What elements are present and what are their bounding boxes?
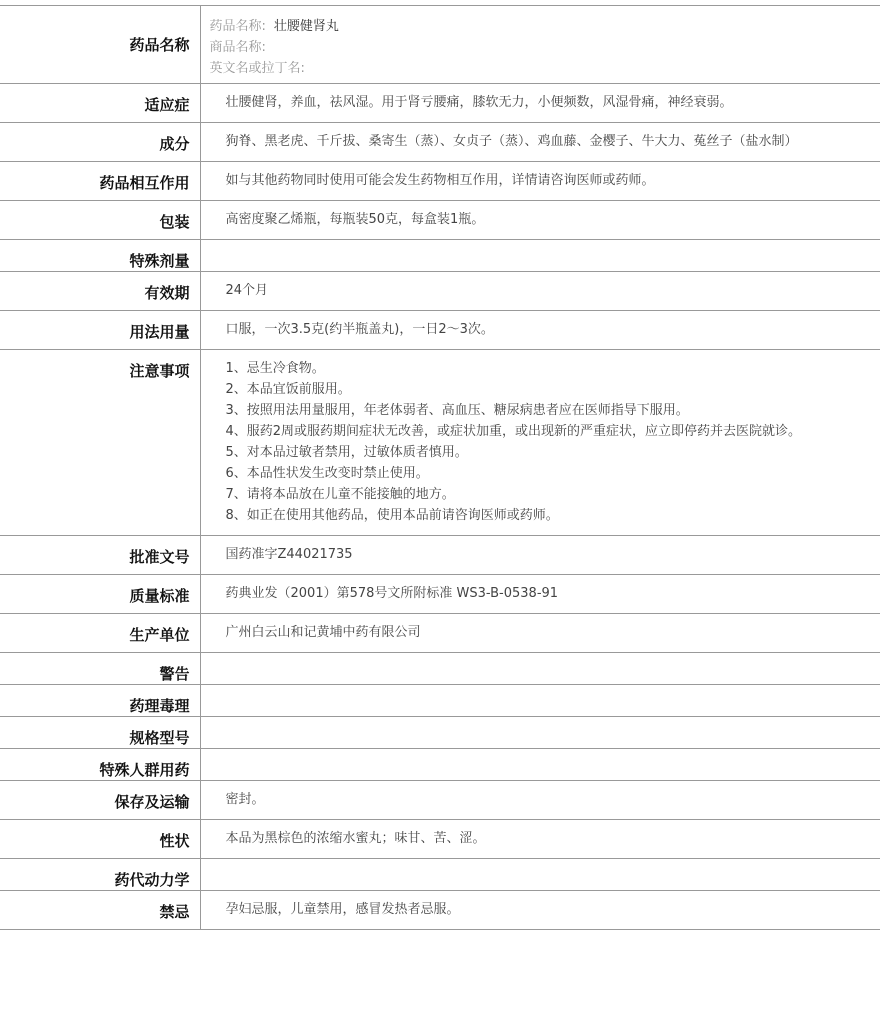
label-approval: 批准文号 [0, 536, 200, 575]
drug-name-value: 壮腰健肾丸 [273, 19, 339, 34]
appearance-text: 本品为黑棕色的浓缩水蜜丸；味甘、苦、涩。 [225, 831, 486, 846]
drug-info-table [0, 5, 880, 930]
value-warning [200, 653, 880, 685]
precaution-item: 7、请将本品放在儿童不能接触的地方。 [225, 487, 455, 502]
label-manufacturer: 生产单位 [0, 614, 200, 653]
row-appearance [0, 820, 880, 859]
value-dosage [200, 311, 880, 350]
english-name-line [210, 58, 880, 79]
label-interactions: 药品相互作用 [0, 162, 200, 201]
packaging-text: 高密度聚乙烯瓶，每瓶装50克，每盒装1瓶。 [225, 212, 485, 227]
storage-text: 密封。 [225, 792, 265, 807]
label-shelf-life: 有效期 [0, 272, 200, 311]
value-storage [200, 781, 880, 820]
value-shelf-life [200, 272, 880, 311]
label-standard: 质量标准 [0, 575, 200, 614]
label-toxicology: 药理毒理 [0, 685, 200, 717]
value-precautions [200, 350, 880, 536]
row-storage [0, 781, 880, 820]
standard-text: 药典业发（2001）第578号文所附标准 WS3-B-0538-91 [225, 586, 559, 601]
contraindications-text: 孕妇忌服，儿童禁用，感冒发热者忌服。 [225, 902, 460, 917]
value-indication [200, 84, 880, 123]
label-indication: 适应症 [0, 84, 200, 123]
row-special-populations [0, 749, 880, 781]
label-precautions: 注意事项 [0, 350, 200, 536]
value-ingredients [200, 123, 880, 162]
precaution-item: 4、服药2周或服药期间症状无改善，或症状加重，或出现新的严重症状，应立即停药并去医院就诊。 [225, 424, 802, 439]
precaution-item: 1、忌生冷食物。 [225, 361, 325, 376]
row-precautions [0, 350, 880, 536]
precaution-item: 8、如正在使用其他药品，使用本品前请咨询医师或药师。 [225, 508, 559, 523]
value-special-populations [200, 749, 880, 781]
label-warning: 警告 [0, 653, 200, 685]
dosage-text: 口服，一次3.5克(约半瓶盖丸)，一日2～3次。 [225, 322, 494, 337]
row-indication [0, 84, 880, 123]
precaution-item: 5、对本品过敏者禁用，过敏体质者慎用。 [225, 445, 468, 460]
label-contraindications: 禁忌 [0, 891, 200, 930]
row-interactions [0, 162, 880, 201]
value-approval [200, 536, 880, 575]
row-warning [0, 653, 880, 685]
manufacturer-text: 广州白云山和记黄埔中药有限公司 [225, 625, 421, 640]
label-storage: 保存及运输 [0, 781, 200, 820]
drug-name-line [210, 16, 880, 37]
label-packaging: 包装 [0, 201, 200, 240]
label-pharmacokinetics: 药代动力学 [0, 859, 200, 891]
label-drug-names: 药品名称 [0, 6, 200, 84]
drug-name-label: 药品名称: [209, 19, 266, 34]
row-dosage [0, 311, 880, 350]
row-standard [0, 575, 880, 614]
value-contraindications [200, 891, 880, 930]
label-special-dosage: 特殊剂量 [0, 240, 200, 272]
value-manufacturer [200, 614, 880, 653]
indication-text: 壮腰健肾，养血，祛风湿。用于肾亏腰痛，膝软无力，小便频数，风湿骨痛，神经衰弱。 [225, 95, 733, 110]
value-interactions [200, 162, 880, 201]
value-drug-names [200, 6, 880, 84]
precaution-item: 3、按照用法用量服用，年老体弱者、高血压、糖尿病患者应在医师指导下服用。 [225, 403, 689, 418]
row-pharmacokinetics [0, 859, 880, 891]
label-special-populations: 特殊人群用药 [0, 749, 200, 781]
precaution-item: 6、本品性状发生改变时禁止使用。 [225, 466, 429, 481]
precautions-list [226, 358, 806, 526]
value-pharmacokinetics [200, 859, 880, 891]
interactions-text: 如与其他药物同时使用可能会发生药物相互作用，详情请咨询医师或药师。 [225, 173, 655, 188]
value-standard [200, 575, 880, 614]
row-special-dosage [0, 240, 880, 272]
label-specification: 规格型号 [0, 717, 200, 749]
value-specification [200, 717, 880, 749]
row-ingredients [0, 123, 880, 162]
row-contraindications [0, 891, 880, 930]
value-special-dosage [200, 240, 880, 272]
row-drug-names [0, 6, 880, 84]
value-packaging [200, 201, 880, 240]
label-dosage: 用法用量 [0, 311, 200, 350]
value-toxicology [200, 685, 880, 717]
row-toxicology [0, 685, 880, 717]
label-appearance: 性状 [0, 820, 200, 859]
ingredients-text: 狗脊、黑老虎、千斤拔、桑寄生（蒸）、女贞子（蒸）、鸡血藤、金樱子、牛大力、菟丝子（盐水制） [225, 134, 798, 149]
shelf-life-text: 24个月 [225, 283, 269, 298]
approval-text: 国药准字Z44021735 [225, 547, 353, 562]
value-appearance [200, 820, 880, 859]
trade-name-line [210, 37, 880, 58]
row-specification [0, 717, 880, 749]
trade-name-label: 商品名称: [209, 40, 266, 55]
english-name-label: 英文名或拉丁名: [209, 61, 305, 76]
label-ingredients: 成分 [0, 123, 200, 162]
precaution-item: 2、本品宜饭前服用。 [225, 382, 351, 397]
row-shelf-life [0, 272, 880, 311]
row-approval [0, 536, 880, 575]
row-manufacturer [0, 614, 880, 653]
row-packaging [0, 201, 880, 240]
